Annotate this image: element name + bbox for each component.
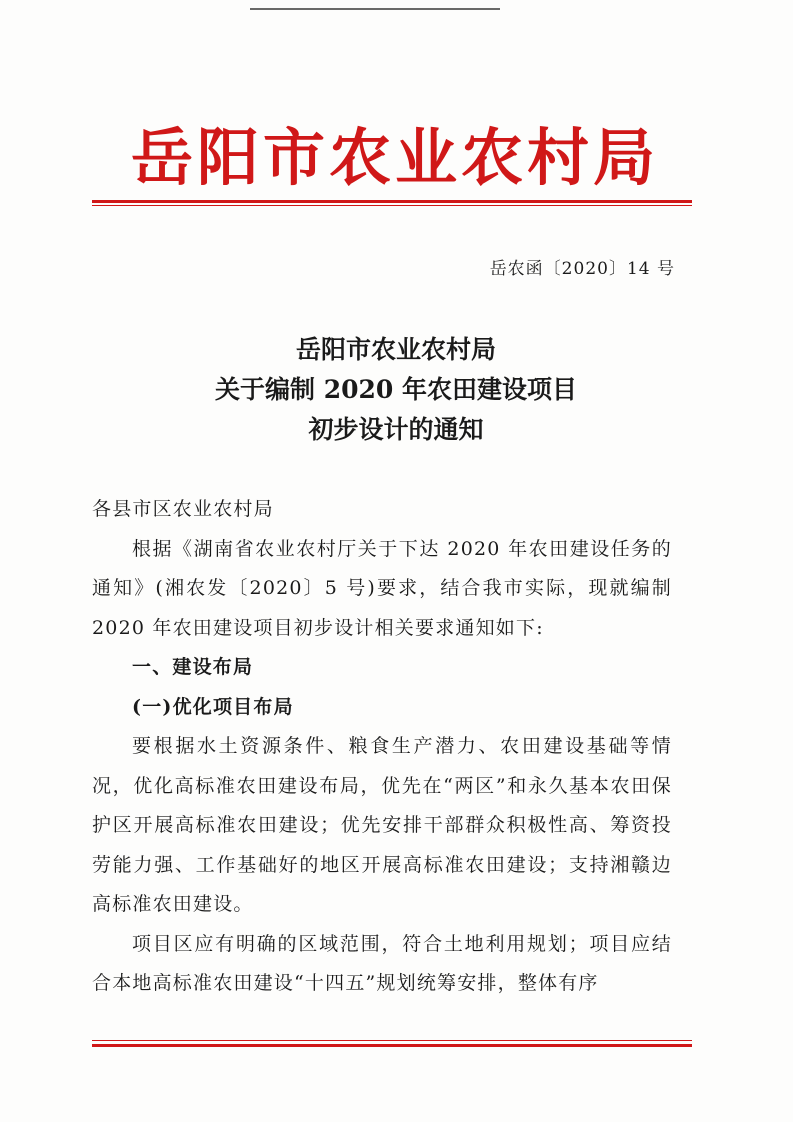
body-paragraph-1: 要根据水土资源条件、粮食生产潜力、农田建设基础等情况，优化高标准农田建设布局，优先在“两区”和永久基本农田保护区开展高标准农田建设；优先安排干部群众积极性高、筹资投劳能力强、工作基础好的地区开展高标准农田建设；支持湘赣边高标准农田建设。 bbox=[92, 735, 672, 915]
salutation: 各县市区农业农村局 bbox=[92, 498, 274, 520]
document-body bbox=[92, 490, 672, 1004]
notice-title-line-1: 岳阳市农业农村局 bbox=[295, 335, 496, 364]
section-heading: 一、建设布局 bbox=[132, 656, 254, 678]
letterhead-title: 岳阳市农业农村局 bbox=[130, 121, 659, 194]
notice-title-line-2: 关于编制 2020 年农田建设项目 bbox=[215, 375, 577, 404]
body-paragraph-2: 项目区应有明确的区域范围，符合土地利用规划；项目应结合本地高标准农田建设“十四五”规划统筹安排，整体有序 bbox=[92, 932, 672, 994]
notice-title-line-3: 初步设计的通知 bbox=[308, 415, 484, 444]
footer-red-rule-thin bbox=[92, 1040, 692, 1041]
document-number: 岳农函〔2020〕14 号 bbox=[489, 259, 675, 279]
letterhead-red-rule-thin bbox=[92, 205, 692, 206]
notice-title bbox=[96, 330, 696, 450]
subsection-heading: (一)优化项目布局 bbox=[132, 695, 294, 718]
scan-edge-line bbox=[250, 8, 500, 10]
letterhead-red-rule-thick bbox=[92, 200, 692, 203]
footer-red-rule-thick bbox=[92, 1044, 692, 1047]
intro-paragraph: 根据《湖南省农业农村厅关于下达 2020 年农田建设任务的通知》(湘农发〔2020〕5 号)要求，结合我市实际，现就编制 2020 年农田建设项目初步设计相关要求通知如下: bbox=[92, 537, 672, 639]
